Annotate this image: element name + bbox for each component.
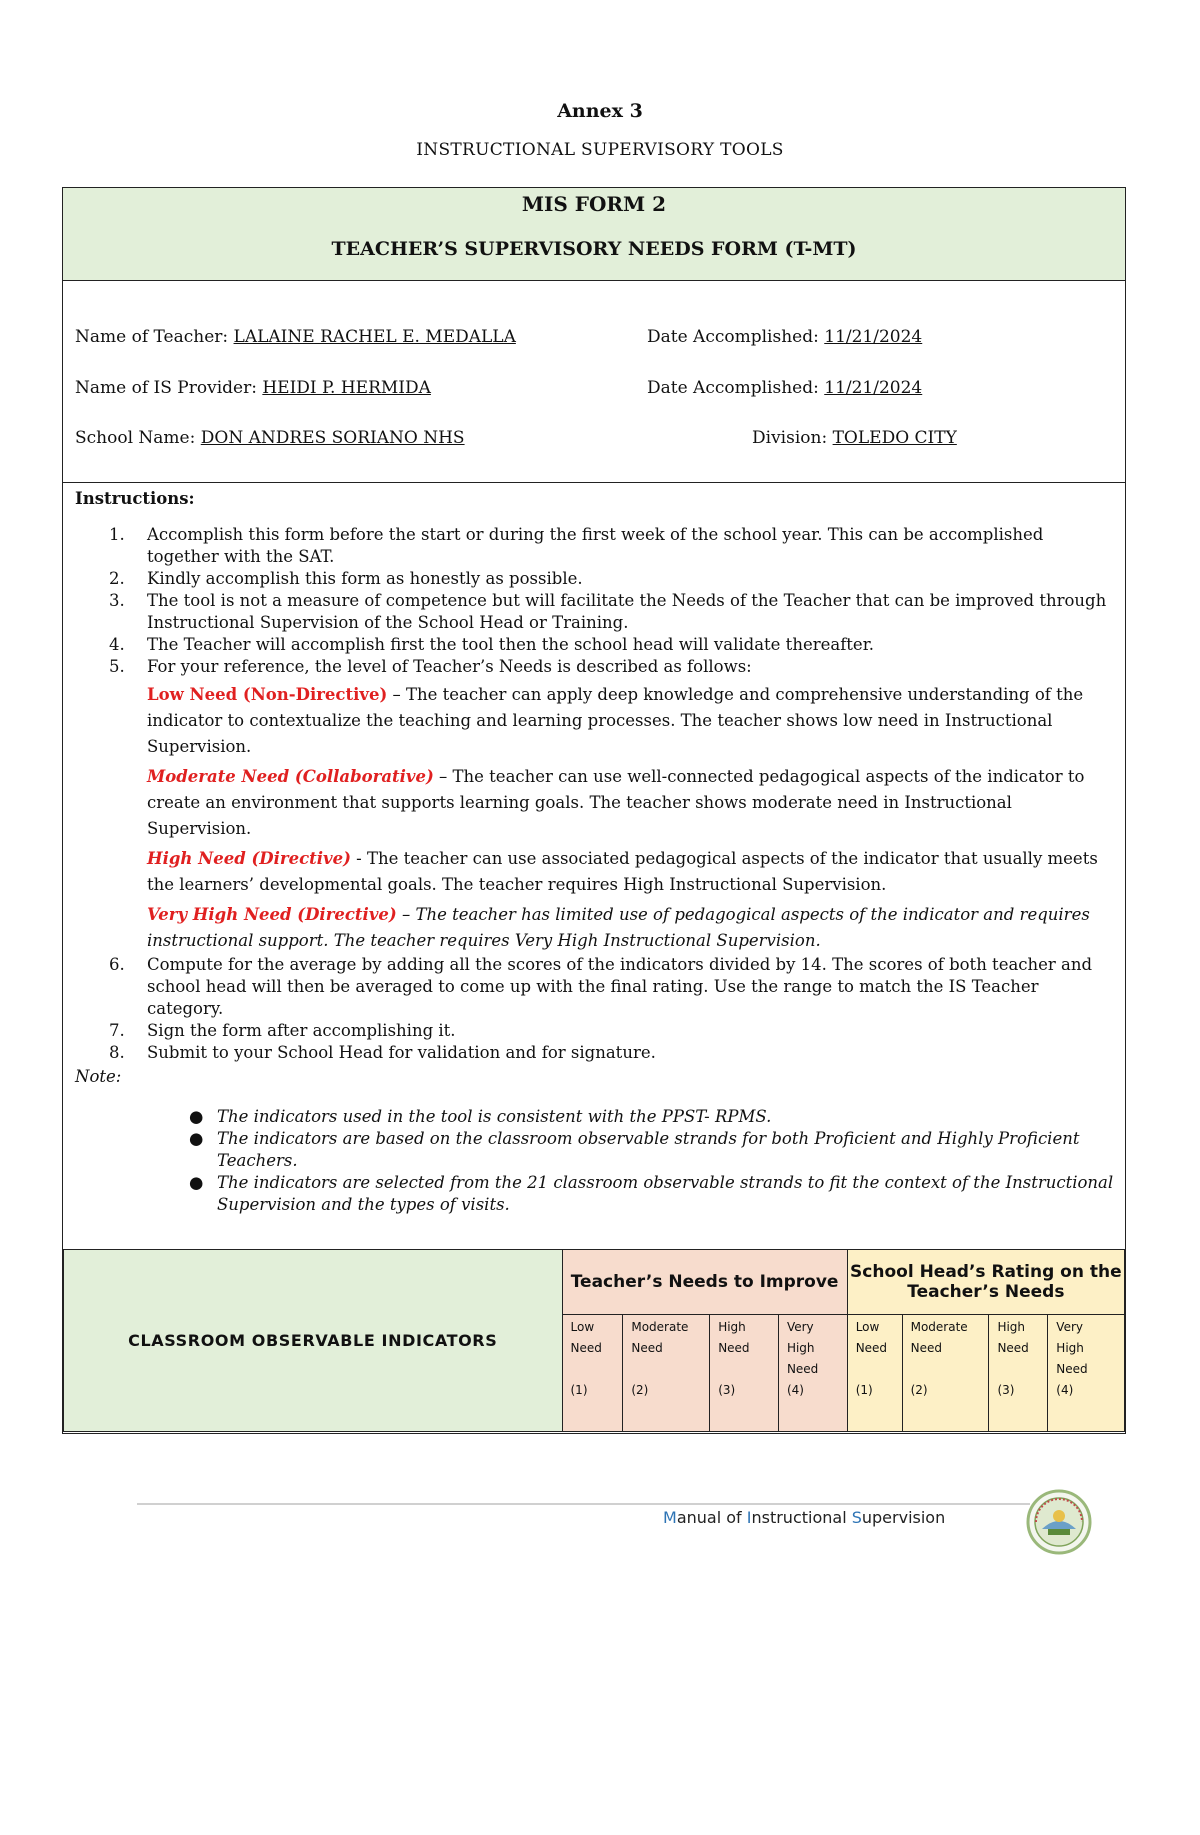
teacher-level-high: High Need (3): [710, 1315, 779, 1432]
instruction-item: 1. Accomplish this form before the start or during the first week of the school year. This can be accomplished together with the SAT.: [109, 525, 1044, 566]
indicators-header: CLASSROOM OBSERVABLE INDICATORS: [64, 1250, 563, 1432]
date-accomplished-2-row: [647, 378, 922, 398]
deped-seal-icon: [1026, 1489, 1092, 1555]
note-label: Note:: [75, 1067, 122, 1086]
date-accomplished-2-value: 11/21/2024: [824, 378, 923, 398]
info-section: [63, 280, 1125, 483]
document-subtitle: INSTRUCTIONAL SUPERVISORY TOOLS: [416, 140, 784, 160]
division-row: [752, 428, 957, 448]
teacher-name-value: LALAINE RACHEL E. MEDALLA: [233, 327, 516, 347]
instruction-item: 8. Submit to your School Head for validation and for signature.: [109, 1043, 656, 1062]
footer-divider: [137, 1503, 1030, 1505]
indicators-table: [63, 1249, 1125, 1432]
instruction-item: 3. The tool is not a measure of competence but will facilitate the Needs of the Teacher that can be improved through Instructional Supervision of the School Head or Training.: [109, 591, 1107, 632]
teacher-name-label: Name of Teacher:: [75, 327, 234, 347]
date-accomplished-1-value: 11/21/2024: [824, 327, 923, 347]
instructions-title: Instructions:: [75, 489, 195, 508]
teacher-level-low: Low Need (1): [562, 1315, 623, 1432]
low-need-description: Low Need (Non-Directive) – The teacher can apply deep knowledge and comprehensive understanding of the indicator to contextualize the teaching and learning processes. The teacher shows low need in Instructional Supervision.: [147, 685, 1084, 756]
instruction-item: 7. Sign the form after accomplishing it.: [109, 1021, 456, 1040]
division-value: TOLEDO CITY: [832, 428, 957, 448]
annex-label: Annex 3: [557, 100, 643, 122]
instruction-item: 4. The Teacher will accomplish first the tool then the school head will validate thereafter.: [109, 635, 875, 654]
footer-manual-title: Manual of Instructional Supervision: [663, 1508, 946, 1527]
school-name-row: [75, 428, 465, 448]
note-item: ● The indicators are selected from the 21 classroom observable strands to fit the context of the Instructional Supervision and the types of visits.: [189, 1173, 1114, 1214]
school-name-value: DON ANDRES SORIANO NHS: [200, 428, 465, 448]
teacher-needs-header: Teacher’s Needs to Improve: [562, 1250, 847, 1315]
instruction-item: 5. For your reference, the level of Teacher’s Needs is described as follows: Low Need (Non-Directive) – The teacher can apply deep knowledge and comprehensive understanding of the indicator to contextualize the teaching and learning processes. The teacher shows low need in Instructional Supervision. Moderate Need (Collaborative) – The teacher can use well-connected pedagogical aspects of the indicator to create an environment that supports learning goals. The teacher shows moderate need in Instructional Supervision. High Need (Directive) - The teacher can use associated pedagogical aspects of the indicator that usually meets the learners’ developmental goals. The teacher requires High Instructional Supervision. Very High Need (Directive) – The teacher has limited use of pedagogical aspects of the indicator and requires instructional support. The teacher requires Very High Instructional Supervision.: [75, 656, 1115, 954]
head-level-high: High Need (3): [989, 1315, 1048, 1432]
instructions-section: [75, 488, 1115, 1216]
teacher-level-very-high: Very High Need (4): [778, 1315, 847, 1432]
notes-list: [75, 1106, 1115, 1216]
form-code: MIS FORM 2: [521, 192, 667, 216]
form-header: [63, 188, 1125, 281]
note-item: ● The indicators used in the tool is consistent with the PPST- RPMS.: [189, 1107, 772, 1126]
head-level-low: Low Need (1): [847, 1315, 902, 1432]
date-accomplished-2-label: Date Accomplished:: [647, 378, 825, 398]
head-level-very-high: Very High Need (4): [1048, 1315, 1125, 1432]
date-accomplished-1-row: [647, 327, 922, 347]
form-title: TEACHER’S SUPERVISORY NEEDS FORM (T-MT): [331, 238, 857, 260]
form-frame: [62, 187, 1126, 1434]
school-name-label: School Name:: [75, 428, 201, 448]
teacher-level-moderate: Moderate Need (2): [623, 1315, 710, 1432]
high-need-description: High Need (Directive) - The teacher can use associated pedagogical aspects of the indicator that usually meets the learners’ developmental goals. The teacher requires High Instructional Supervision.: [147, 849, 1098, 894]
very-high-need-description: Very High Need (Directive) – The teacher has limited use of pedagogical aspects of the indicator and requires instructional support. The teacher requires Very High Instructional Supervision.: [147, 905, 1090, 950]
head-level-moderate: Moderate Need (2): [902, 1315, 989, 1432]
provider-name-value: HEIDI P. HERMIDA: [262, 378, 431, 398]
instruction-item: 2. Kindly accomplish this form as honestly as possible.: [109, 569, 583, 588]
school-head-rating-header: School Head’s Rating on the Teacher’s Needs: [847, 1250, 1124, 1315]
moderate-need-description: Moderate Need (Collaborative) – The teacher can use well-connected pedagogical aspects of the indicator to create an environment that supports learning goals. The teacher shows moderate need in Instructional Supervision.: [147, 767, 1085, 838]
provider-name-label: Name of IS Provider:: [75, 378, 263, 398]
instructions-list: [75, 524, 1115, 1064]
date-accomplished-1-label: Date Accomplished:: [647, 327, 825, 347]
provider-name-row: [75, 378, 431, 398]
teacher-name-row: [75, 327, 516, 347]
note-item: ● The indicators are based on the classroom observable strands for both Proficient and Highly Proficient Teachers.: [189, 1129, 1080, 1170]
division-label: Division:: [752, 428, 833, 448]
instruction-item: 6. Compute for the average by adding all the scores of the indicators divided by 14. The scores of both teacher and school head will then be averaged to come up with the final rating. Use the range to match the IS Teacher category.: [109, 955, 1093, 1018]
